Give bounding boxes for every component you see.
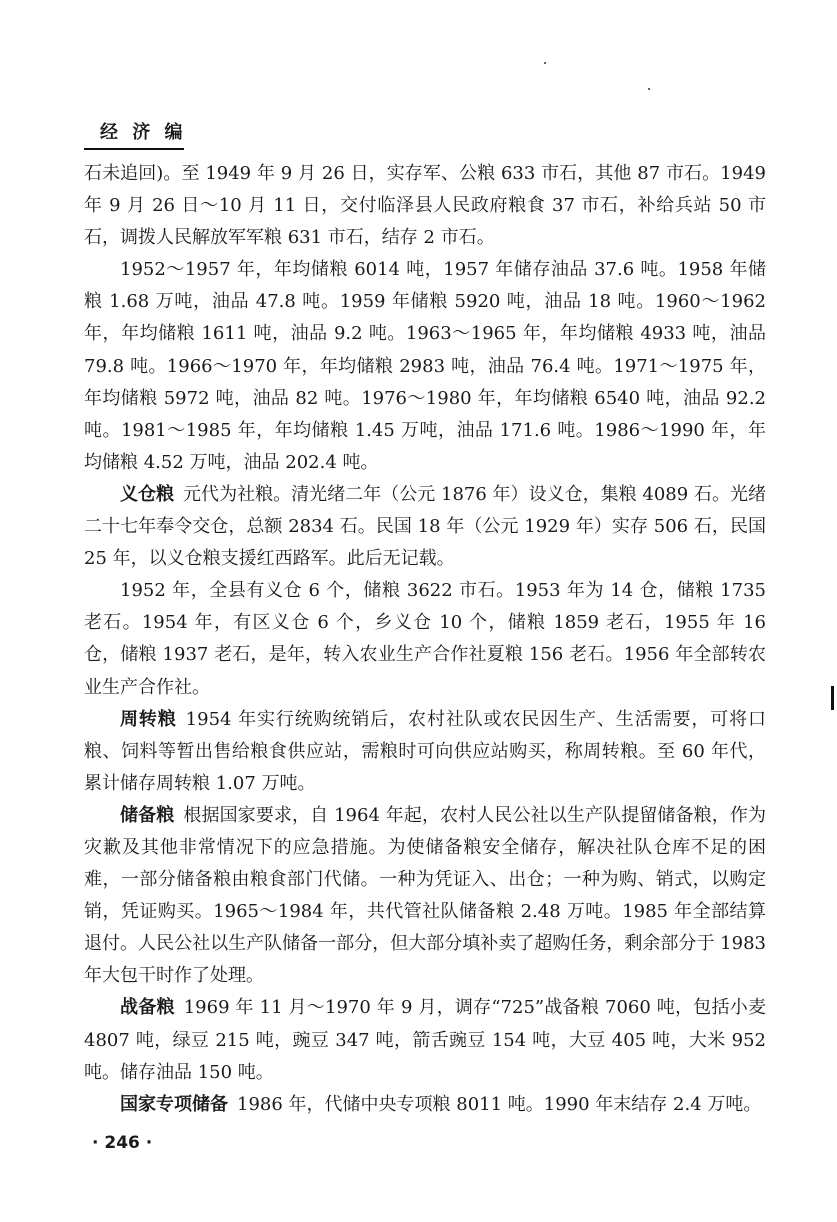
paragraph-text: 1986 年，代储中央专项粮 8011 吨。1990 年末结存 2.4 万吨。 [237,1093,762,1115]
paragraph-text: 1954 年实行统购统销后，农村社队或农民因生产、生活需要，可将口粮、饲料等暂出售给粮食供应站，需粮时可向供应站购买，称周转粮。至 60 年代，累计储存周转粮 1.07 万吨。 [84,708,767,794]
entry-term: 义仓粮 [120,483,175,505]
paragraph [84,704,766,800]
entry-term: 战备粮 [120,997,175,1019]
paragraph-text: 1952～1957 年，年均储粮 6014 吨，1957 年储存油品 37.6 吨。1958 年储粮 1.68 万吨，油品 47.8 吨。1959 年储粮 5920 吨，油品 18 吨。1960～1962 年，年均储粮 1611 吨，油品 9.2 吨。1963～1965 年，年均储粮 4933 吨，油品 79.8 吨。1966～1970 年，年均储粮 2983 吨，油品 76.4 吨。1971～1975 年，年均储粮 5972 吨，油品 82 吨。1976～1980 年，年均储粮 6540 吨，油品 92.2 吨。1981～1985 年，年均储粮 1.45 万吨，油品 171.6 吨。1986～1990 年，年均储粮 4.52 万吨，油品 202.4 吨。 [84,259,766,473]
paragraph [84,158,766,254]
paragraph [84,575,766,703]
scan-speck [544,62,546,64]
entry-term: 周转粮 [120,708,177,730]
section-header: 经 济 编 [100,122,187,143]
paragraph [84,992,766,1088]
paragraph-text: 石未追回)。至 1949 年 9 月 26 日，实存军、公粮 633 市石，其他 87 市石。1949 年 9 月 26 日～10 月 11 日，交付临泽县人民政府粮食 37 市石，补给兵站 50 市石，调拨人民解放军军粮 631 市石，结存 2 市石。 [84,163,766,249]
scan-edge-mark [831,686,834,710]
paragraph-text: 1952 年，全县有义仓 6 个，储粮 3622 市石。1953 年为 14 仓，储粮 1735 老石。1954 年，有区义仓 6 个，乡义仓 10 个，储粮 1859 老石，1955 年 16 仓，储粮 1937 老石，是年，转入农业生产合作社夏粮 156 老石。1956 年全部转农业生产合作社。 [84,580,766,698]
paragraph [84,1089,766,1121]
entry-term: 储备粮 [120,804,175,826]
paragraph [84,800,766,993]
paragraph [84,479,766,575]
paragraph-text: 1969 年 11 月～1970 年 9 月，调存“725”战备粮 7060 吨，包括小麦 4807 吨，绿豆 215 吨，豌豆 347 吨，箭舌豌豆 154 吨，大豆 405 吨，大米 952 吨。储存油品 150 吨。 [84,997,766,1083]
paragraph-text: 元代为社粮。清光绪二年（公元 1876 年）设义仓，集粮 4089 石。光绪二十七年奉令交仓，总额 2834 石。民国 18 年（公元 1929 年）实存 506 石，民国 25 年，以义仓粮支援红西路军。此后无记载。 [84,483,766,570]
paragraph-text: 根据国家要求，自 1964 年起，农村人民公社以生产队提留储备粮，作为灾歉及其他非常情况下的应急措施。为使储备粮安全储存，解决社队仓库不足的困难，一部分储备粮由粮食部门代储。一种为凭证入、出仓；一种为购、销式，以购定销，凭证购买。1965～1984 年，共代管社队储备粮 2.48 万吨。1985 年全部结算退付。人民公社以生产队储备一部分，但大部分填补卖了超购任务，剩余部分于 1983 年大包干时作了处理。 [84,804,767,987]
scan-speck [648,88,650,90]
header-underline [84,148,184,150]
entry-term: 国家专项储备 [120,1093,228,1115]
page-number: · 246 · [92,1133,153,1153]
paragraph [84,254,766,479]
body-text [84,158,766,1121]
